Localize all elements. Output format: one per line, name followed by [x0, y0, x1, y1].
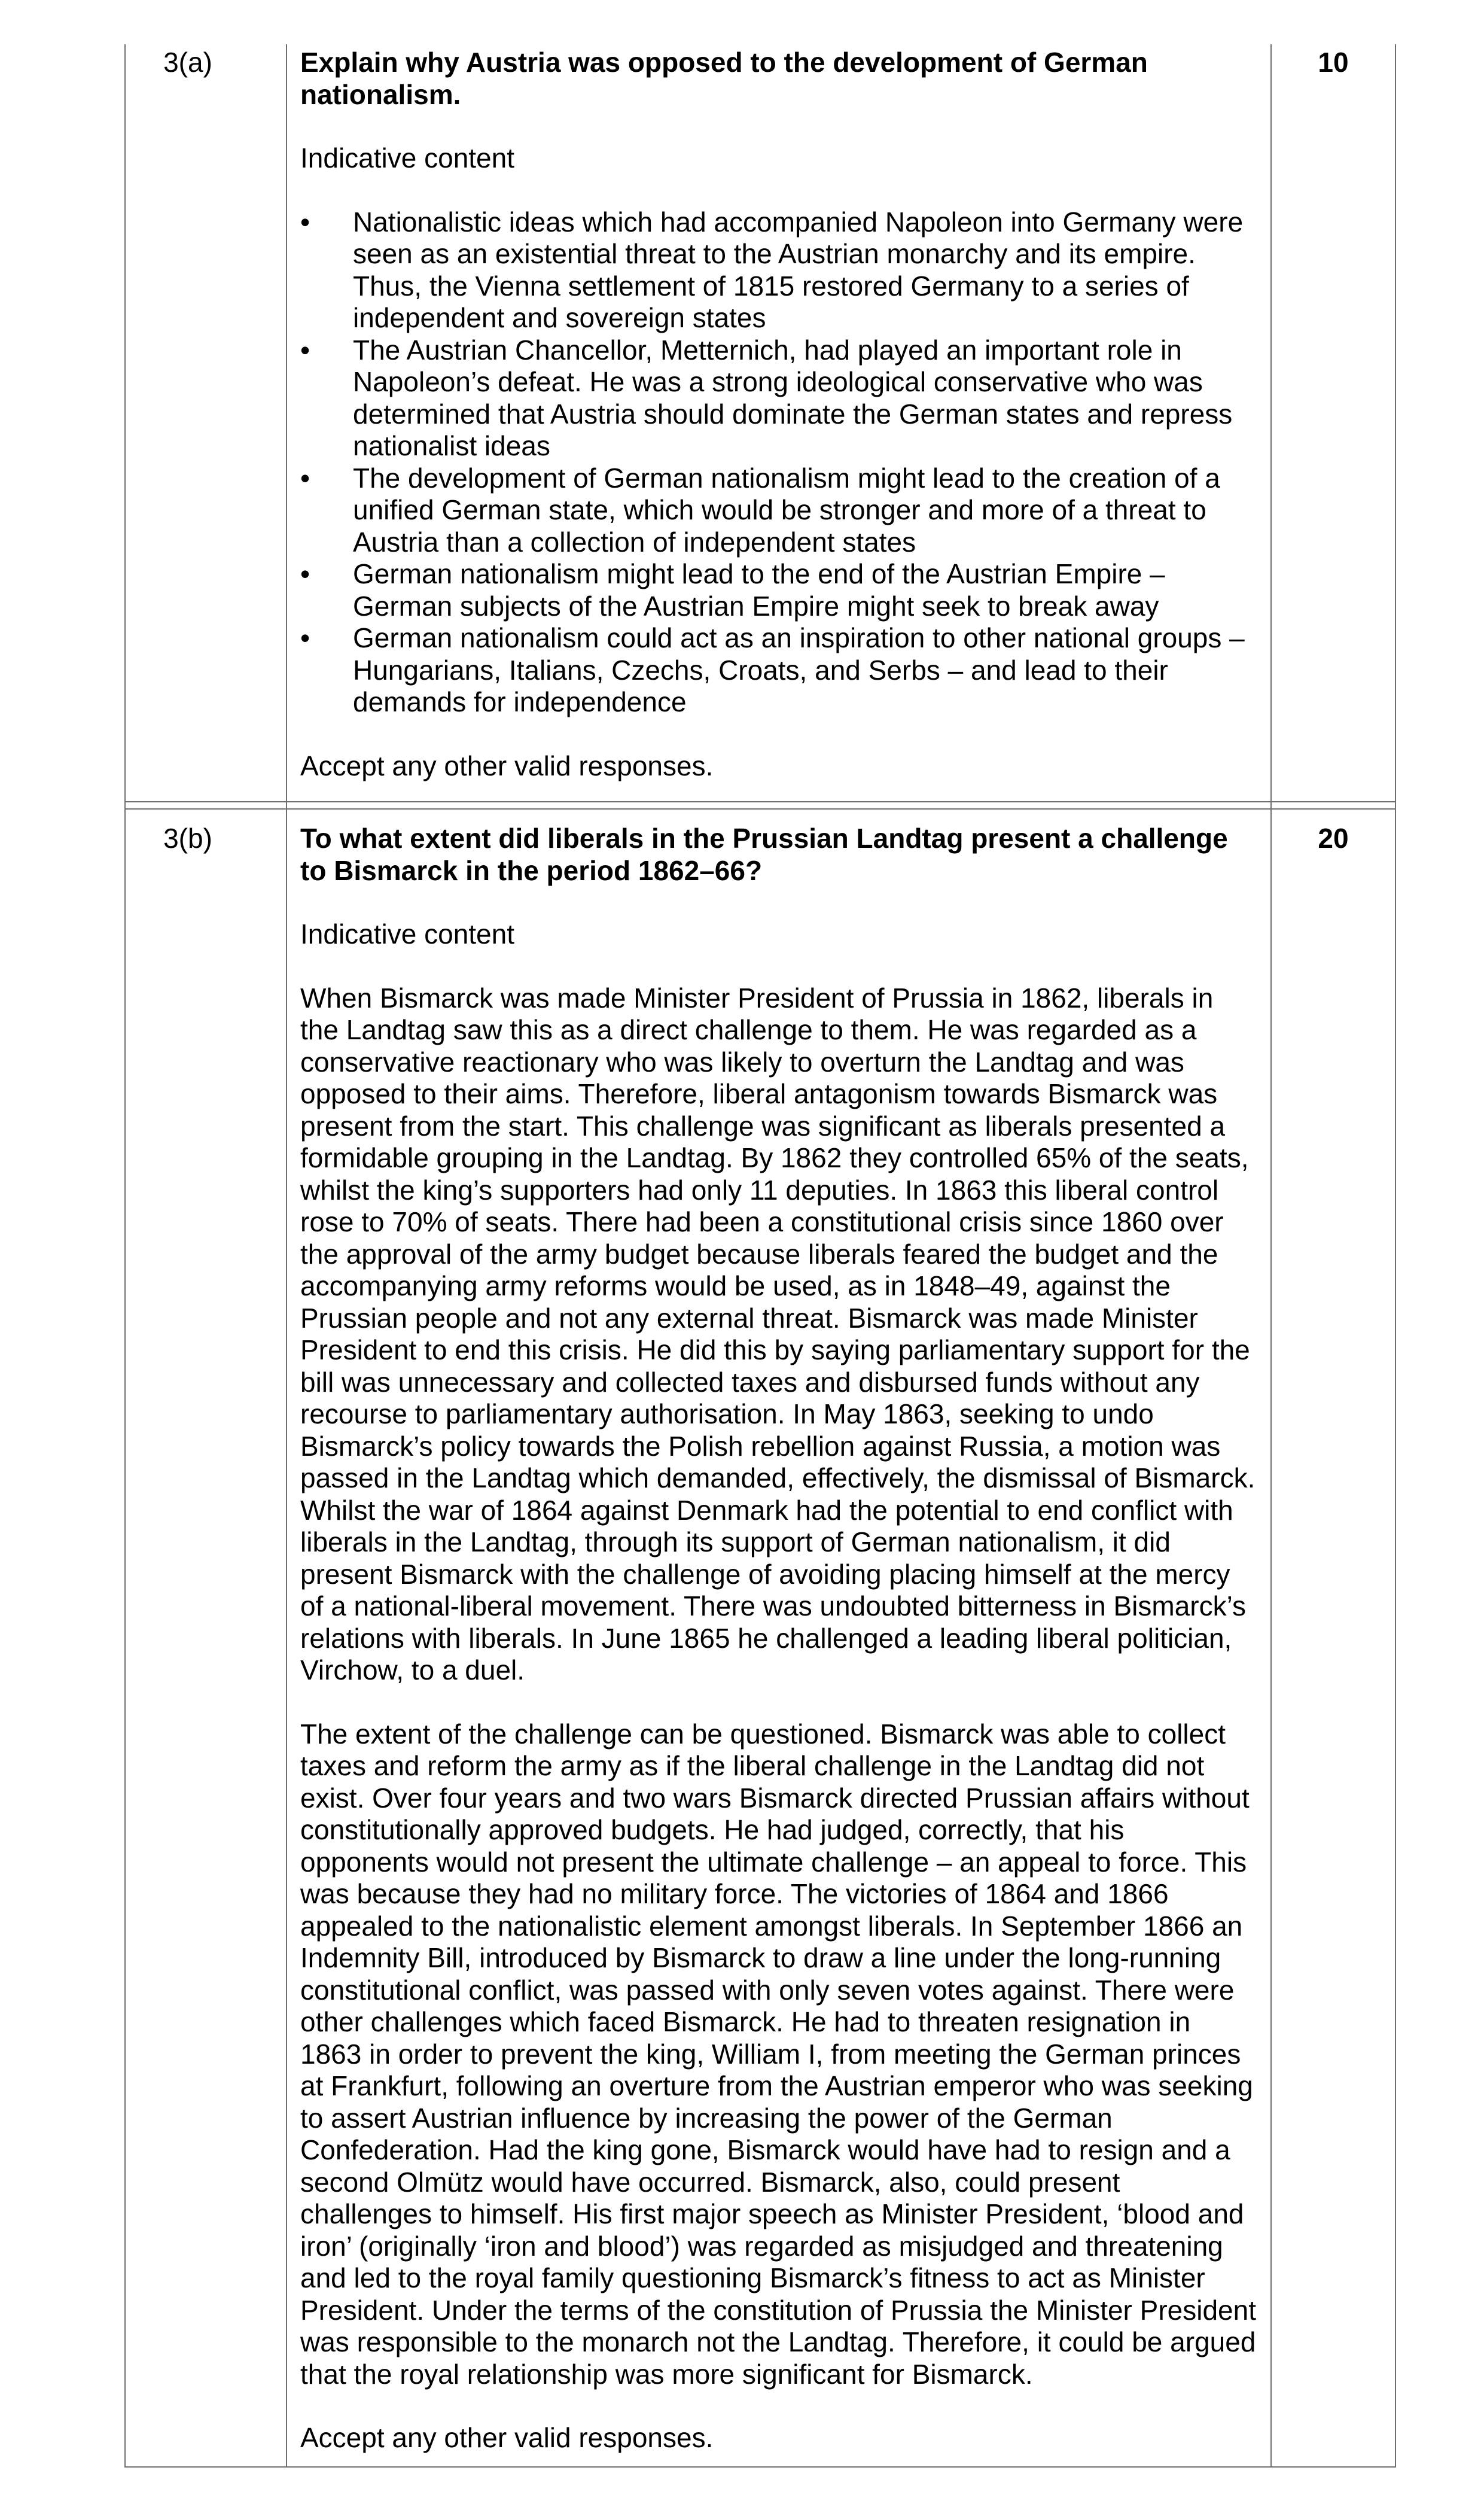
list-item	[300, 622, 1257, 719]
question-number-cell	[125, 809, 287, 2467]
marks-cell	[1271, 809, 1395, 2467]
bullet-icon: •	[300, 462, 310, 494]
indicative-content-label: Indicative content	[300, 918, 515, 950]
answer-cell	[287, 44, 1271, 802]
separator-cell	[125, 802, 287, 809]
separator-cell	[287, 802, 1271, 809]
marks-value: 20	[1318, 823, 1349, 854]
bullet-text: Nationalistic ideas which had accompanied Napoleon into Germany were seen as an existential threat to the Austrian monarchy and its empire. Thus, the Vienna settlement of 1815 restored Germany to a series of independent and sovereign states	[353, 206, 1244, 333]
question-number: 3(b)	[163, 823, 212, 854]
bullet-icon: •	[300, 206, 310, 238]
marks-cell	[1271, 44, 1395, 802]
bullet-icon: •	[300, 334, 310, 366]
answer-paragraph: The extent of the challenge can be questioned. Bismarck was able to collect taxes and reform the army as if the liberal challenge in the Landtag did not exist. Over four years and two wars Bismarck directed Prussian affairs without constitutionally approved budgets. He had judged, correctly, that his opponents would not present the ultimate challenge – an appeal to force. This was because they had no military force. The victories of 1864 and 1866 appealed to the nationalistic element amongst liberals. In September 1866 an Indemnity Bill, introduced by Bismarck to draw a line under the long-running constitutional conflict, was passed with only seven votes against. There were other challenges which faced Bismarck. He had to threaten resignation in 1863 in order to prevent the king, William I, from meeting the German princes at Frankfurt, following an overture from the Austrian emperor who was seeking to assert Austrian influence by increasing the power of the German Confederation. Had the king gone, Bismarck would have had to resign and a second Olmütz would have occurred. Bismarck, also, could present challenges to himself. His first major speech as Minister President, ‘blood and iron’ (originally ‘iron and blood’) was regarded as misjudged and threatening and led to the royal family questioning Bismarck’s fitness to act as Minister President. Under the terms of the constitution of Prussia the Minister President was responsible to the monarch not the Landtag. Therefore, it could be argued that the royal relationship was more significant for Bismarck.	[300, 1718, 1256, 2390]
question-number-cell	[125, 44, 287, 802]
closing-note: Accept any other valid responses.	[300, 750, 714, 781]
bullet-icon: •	[300, 622, 310, 653]
question-row-3b	[125, 809, 1395, 2467]
answer-paragraph: When Bismarck was made Minister President of Prussia in 1862, liberals in the Landtag saw this as a direct challenge to them. He was regarded as a conservative reactionary who was likely to overturn the Landtag and was opposed to their aims. Therefore, liberal antagonism towards Bismarck was present from the start. This challenge was significant as liberals presented a formidable grouping in the Landtag. By 1862 they controlled 65% of the seats, whilst the king’s supporters had only 11 deputies. In 1863 this liberal control rose to 70% of seats. There had been a constitutional crisis since 1860 over the approval of the army budget because liberals feared the budget and the accompanying army reforms would be used, as in 1848–49, against the Prussian people and not any external threat. Bismarck was made Minister President to end this crisis. He did this by saying parliamentary support for the bill was unnecessary and collected taxes and disbursed funds without any recourse to parliamentary authorisation. In May 1863, seeking to undo Bismarck’s policy towards the Polish rebellion against Russia, a motion was passed in the Landtag which demanded, effectively, the dismissal of Bismarck. Whilst the war of 1864 against Denmark had the potential to end conflict with liberals in the Landtag, through its support of German nationalism, it did present Bismarck with the challenge of avoiding placing himself at the mercy of a national-liberal movement. There was undoubted bitterness in Bismarck’s relations with liberals. In June 1865 he challenged a leading liberal politician, Virchow, to a duel.	[300, 982, 1256, 1686]
bullet-text: German nationalism could act as an inspiration to other national groups – Hungarians, Italians, Czechs, Croats, and Serbs – and lead to their demands for independence	[353, 622, 1245, 717]
question-row-3a	[125, 44, 1395, 802]
question-text: Explain why Austria was opposed to the development of German nationalism.	[300, 47, 1148, 110]
closing-note: Accept any other valid responses.	[300, 2422, 714, 2453]
bullet-text: The development of German nationalism might lead to the creation of a unified German state, which would be stronger and more of a threat to Austria than a collection of independent states	[353, 462, 1220, 558]
question-number: 3(a)	[163, 47, 212, 78]
bullet-text: German nationalism might lead to the end of the Austrian Empire – German subjects of the Austrian Empire might seek to break away	[353, 558, 1165, 622]
bullet-list	[300, 206, 1257, 719]
list-item	[300, 463, 1257, 559]
marks-value: 10	[1318, 47, 1349, 78]
separator-cell	[1271, 802, 1395, 809]
row-separator	[125, 802, 1395, 809]
list-item	[300, 206, 1257, 334]
bullet-text: The Austrian Chancellor, Metternich, had played an important role in Napoleon’s defeat. He was a strong ideological conservative who was determined that Austria should dominate the German states and repress nationalist ideas	[353, 334, 1233, 461]
answer-cell	[287, 809, 1271, 2467]
mark-scheme-table	[124, 44, 1396, 2468]
list-item	[300, 334, 1257, 463]
indicative-content-label: Indicative content	[300, 142, 515, 174]
list-item	[300, 558, 1257, 622]
question-text: To what extent did liberals in the Prussian Landtag present a challenge to Bismarck in the period 1862–66?	[300, 823, 1228, 886]
bullet-icon: •	[300, 558, 310, 589]
